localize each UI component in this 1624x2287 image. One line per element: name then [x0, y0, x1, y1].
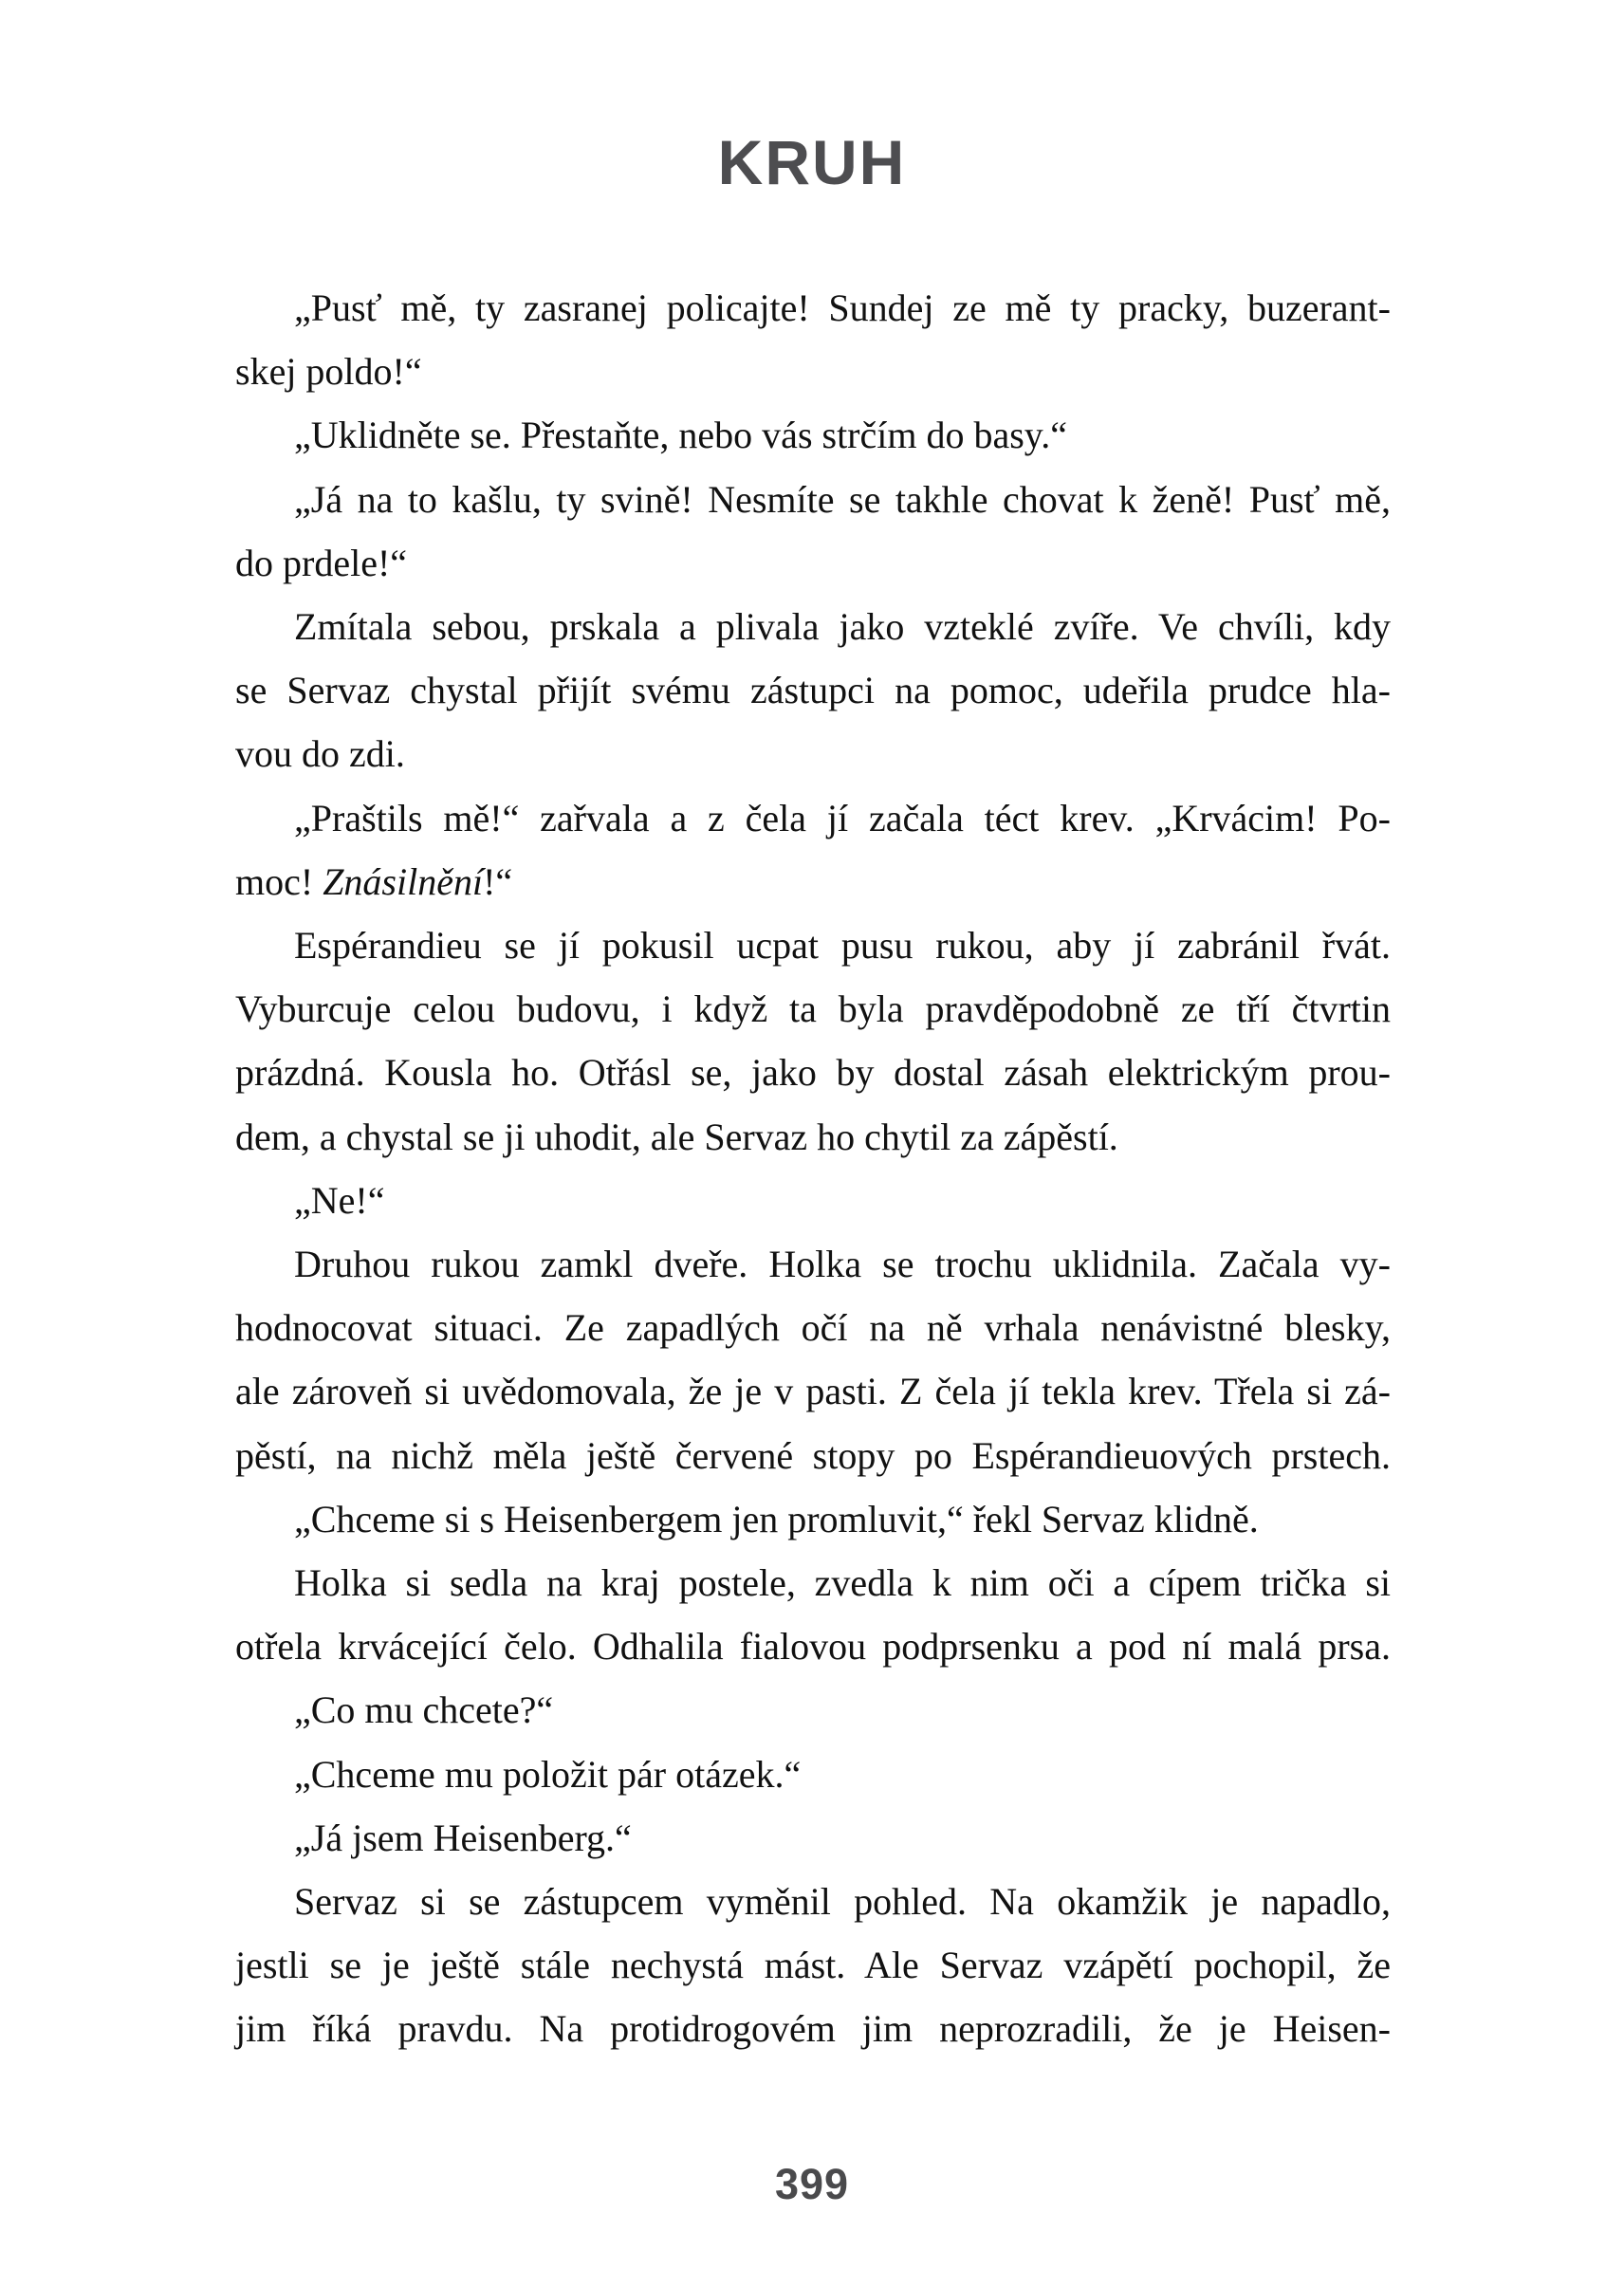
text-line: pěstí, na nichž měla ještě červené stopy po Espérandieuových prstech.	[235, 1433, 1391, 1477]
text-line: Servaz si se zástupcem vyměnil pohled. Na okamžik je napadlo,	[294, 1880, 1391, 1924]
text-line: Holka si sedla na kraj postele, zvedla k nim oči a cípem trička si	[294, 1561, 1391, 1605]
paragraph	[235, 1551, 1391, 1678]
text-line: „Uklidněte se. Přestaňte, nebo vás strčím do basy.“	[294, 414, 1067, 457]
paragraph	[235, 403, 1391, 467]
text-line: „Já jsem Heisenberg.“	[294, 1816, 632, 1859]
italic-text: Znásilnění	[323, 859, 484, 903]
text-line: jestli se je ještě stále nechystá mást. Ale Servaz vzápětí pochopil, že	[235, 1944, 1391, 1987]
text-line: „Co mu chcete?“	[294, 1688, 554, 1732]
text-line: prázdná. Kousla ho. Otřásl se, jako by dostal zásah elektrickým prou-	[235, 1051, 1391, 1095]
paragraph	[235, 1806, 1391, 1870]
paragraph	[235, 468, 1391, 595]
paragraph	[235, 1678, 1391, 1742]
text-line: Espérandieu se jí pokusil ucpat pusu rukou, aby jí zabránil řvát.	[294, 924, 1391, 968]
text-line: otřela krvácející čelo. Odhalila fialovou podprsenku a pod ní malá prsa.	[235, 1625, 1391, 1669]
text-line: skej poldo!“	[235, 350, 422, 394]
paragraph	[235, 1743, 1391, 1806]
paragraph	[235, 786, 1391, 913]
paragraph	[235, 913, 1391, 1169]
paragraph	[235, 1232, 1391, 1487]
text-line: Vyburcuje celou budovu, i když ta byla pravděpodobně ze tří čtvrtin	[235, 987, 1391, 1031]
text-line: do prdele!“	[235, 541, 408, 584]
text-line: jim říká pravdu. Na protidrogovém jim neprozradili, že je Heisen-	[235, 2007, 1391, 2051]
paragraph	[235, 595, 1391, 786]
text-line: „Chceme si s Heisenbergem jen promluvit,“ řekl Servaz klidně.	[294, 1497, 1259, 1540]
text-line	[235, 850, 1391, 913]
text-line: vou do zdi.	[235, 732, 405, 776]
paragraph	[235, 1169, 1391, 1232]
text-line: ale zároveň si uvědomovala, že je v pasti. Z čela jí tekla krev. Třela si zá-	[235, 1370, 1391, 1413]
text-line: dem, a chystal se ji uhodit, ale Servaz ho chytil za zápěstí.	[235, 1115, 1118, 1158]
text-line: Zmítala sebou, prskala a plivala jako vzteklé zvíře. Ve chvíli, kdy	[294, 605, 1391, 649]
text-line: „Já na to kašlu, ty svině! Nesmíte se takhle chovat k ženě! Pusť mě,	[294, 477, 1391, 521]
paragraph	[235, 1870, 1391, 2061]
text-block	[235, 276, 1391, 2061]
chapter-title: KRUH	[717, 127, 907, 197]
paragraph	[235, 1487, 1391, 1551]
text-line: se Servaz chystal přijít svému zástupci na pomoc, udeřila prudce hla-	[235, 669, 1391, 712]
paragraph	[235, 276, 1391, 403]
text-line: „Pusť mě, ty zasranej policajte! Sundej ze mě ty pracky, buzerant-	[294, 286, 1391, 329]
text-line: „Praštils mě!“ zařvala a z čela jí začala téct krev. „Krvácim! Po-	[294, 796, 1391, 839]
text-line: „Ne!“	[294, 1178, 385, 1222]
text-segment: moc!	[235, 859, 323, 903]
text-line: hodnocovat situaci. Ze zapadlých očí na ně vrhala nenávistné blesky,	[235, 1306, 1391, 1350]
page-number: 399	[774, 2160, 850, 2208]
text-line: Druhou rukou zamkl dveře. Holka se trochu uklidnila. Začala vy-	[294, 1243, 1391, 1286]
text-line: „Chceme mu položit pár otázek.“	[294, 1752, 802, 1796]
text-segment: !“	[483, 859, 513, 903]
